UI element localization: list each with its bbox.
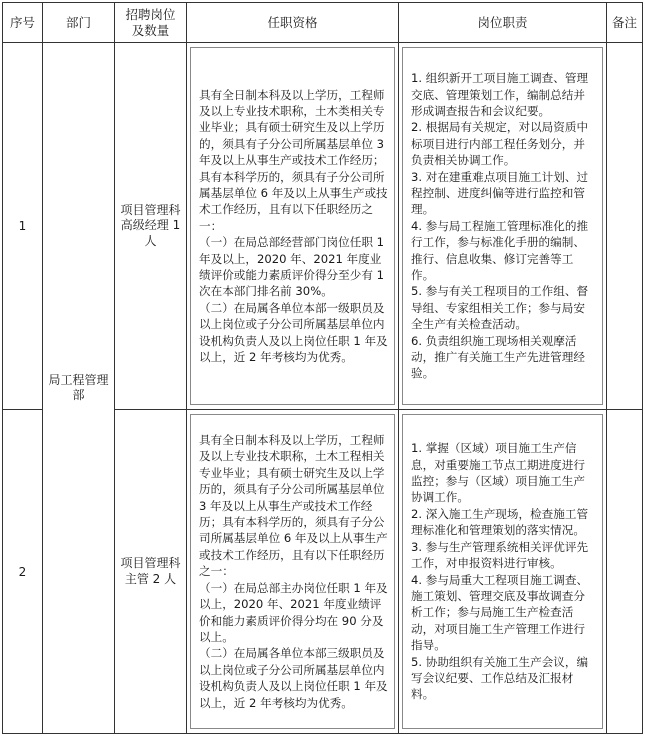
qualification-text: 具有全日制本科及以上学历，工程师及以上专业技术职称，土木工程相关专业毕业；具有硕士研究生及以上学历的，须具有子分公司所属基层单位 3 年及以上从事生产或技术工作经历；具有本科学历的，须具有子分公司所属基层单位 6 年及以上从事生产或技术工作经历，且有以下任职经历之一： — [199, 433, 388, 579]
qualification-text: （二）在局属各单位本部三级职员及以上岗位或子分公司所属基层单位内设机构负责人及以上岗位任职 1 年及以上，近 2 年考核均为优秀。 — [199, 646, 388, 710]
qualification-text: （一）在局总部主办岗位任职 1 年及以上，2020 年、2021 年度业绩评价和能力素质评价得分均在 90 分及以上。 — [199, 580, 388, 644]
remark-cell — [607, 43, 643, 410]
qualification-box — [190, 414, 395, 729]
header-duty: 岗位职责 — [399, 3, 607, 43]
duty-item: 4. 参与局重大工程项目施工调查、施工策划、管理交底及事故调查分析工作；参与局施工生产检查活动，对项目施工生产管理工作进行指导。 — [411, 572, 589, 653]
header-dept: 部门 — [43, 3, 115, 43]
qualification-cell — [187, 410, 399, 734]
duty-box — [402, 414, 603, 729]
duty-box — [402, 47, 603, 405]
row-seq: 1 — [3, 43, 43, 410]
duty-item: 6. 负责组织施工现场相关观摩活动，推广有关施工生产先进管理经验。 — [411, 333, 585, 381]
header-remark: 备注 — [607, 3, 643, 43]
qualification-text: （一）在局总部经营部门岗位任职 1 年及以上，2020 年、2021 年度业绩评价或能力素质评价得分至少有 1 次在本部门排名前 30%。 — [199, 235, 384, 299]
recruitment-table — [2, 2, 643, 734]
duty-item: 3. 对在建重难点项目施工计划、过程控制、进度纠偏等进行监控和管理。 — [411, 169, 589, 217]
header-row — [3, 3, 643, 43]
table-row — [3, 43, 643, 410]
qualification-box — [190, 47, 395, 405]
qualification-text: 具有全日制本科及以上学历，工程师及以上专业技术职称，土木类相关专业毕业；具有硕士研究生及以上学历的，须具有子分公司所属基层单位 3 年及以上从事生产或技术工作经历；具有本科学历的，须具有子分公司所属基层单位 6 年及以上从事生产或技术工作经历，且有以下任职经历之一： — [199, 87, 388, 233]
duty-item: 1. 掌握（区域）项目施工生产信息，对重要施工节点工期进度进行监控；参与（区域）项目施工生产协调工作。 — [411, 441, 585, 505]
duty-item: 4. 参与局工程施工管理标准化的推行工作，参与标准化手册的编制、推行、信息收集、修订完善等工作。 — [411, 218, 589, 283]
duty-item: 2. 根据局有关规定，对以局资质中标项目进行内部工程任务划分，并负责相关协调工作。 — [411, 120, 589, 168]
duty-item: 5. 参与有关工程项目的工作组、督导组、专家组相关工作；参与局安全生产有关检查活动。 — [411, 284, 589, 332]
header-seq: 序号 — [3, 3, 43, 43]
header-position — [115, 3, 187, 43]
qualification-cell — [187, 43, 399, 410]
position-cell: 项目管理科主管 2 人 — [115, 410, 187, 734]
duty-item: 3. 参与生产管理系统相关评优评先工作，对申报资料进行审核。 — [411, 539, 589, 571]
duty-cell — [399, 410, 607, 734]
position-cell: 项目管理科高级经理 1 人 — [115, 43, 187, 410]
header-position-line2: 及数量 — [131, 22, 170, 38]
row-seq: 2 — [3, 410, 43, 734]
duty-cell — [399, 43, 607, 410]
remark-cell — [607, 410, 643, 734]
header-position-line1: 招聘岗位 — [125, 6, 176, 22]
duty-item: 1. 组织新开工项目施工调查、管理交底、管理策划工作，编制总结并形成调查报告和会议纪要。 — [411, 71, 589, 118]
department-cell: 局工程管理部 — [43, 43, 115, 734]
header-qualification: 任职资格 — [187, 3, 399, 43]
duty-item: 5. 协助组织有关施工生产会议，编写会议纪要、工作总结及汇报材料。 — [411, 654, 589, 702]
duty-item: 2. 深入施工生产现场，检查施工管理标准化和管理策划的落实情况。 — [411, 506, 589, 538]
qualification-text: （二）在局属各单位本部一级职员及以上岗位或子分公司所属基层单位内设机构负责人及以上岗位任职 1 年及以上，近 2 年考核均为优秀。 — [199, 300, 388, 365]
